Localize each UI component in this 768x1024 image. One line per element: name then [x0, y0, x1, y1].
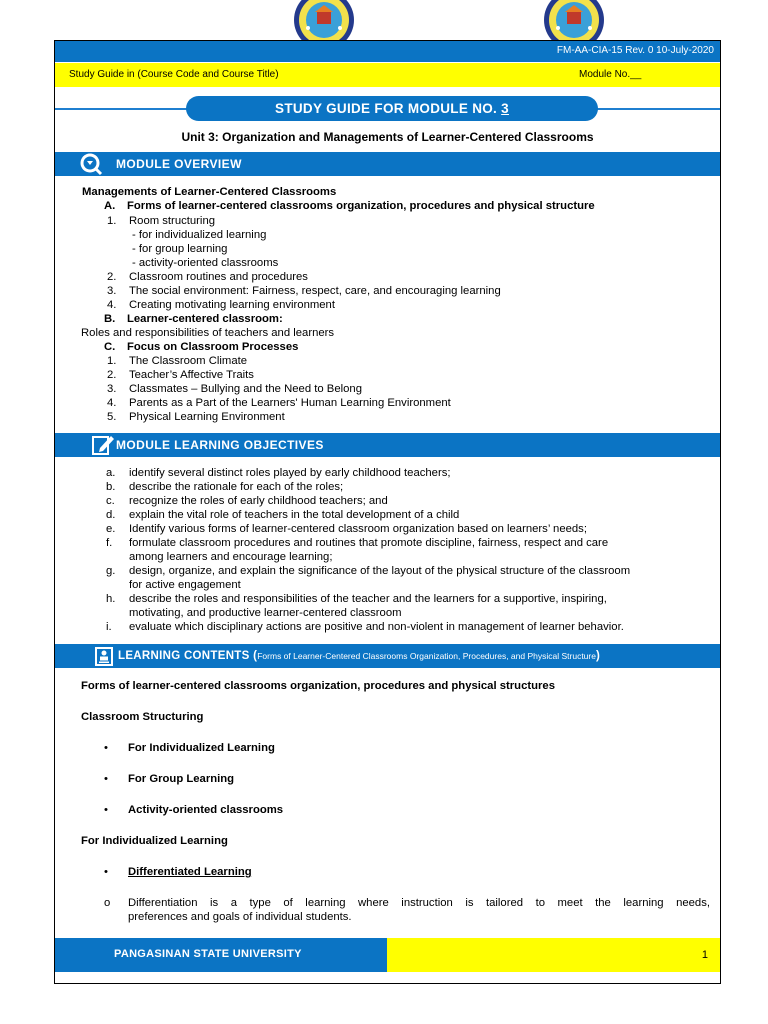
title-rule-right: [595, 108, 720, 110]
objective-item: describe the roles and responsibilities of the teacher and the learners for a supportive, inspiring,: [129, 593, 607, 605]
list-item: Physical Learning Environment: [129, 411, 285, 423]
list-letter: a.: [106, 467, 116, 479]
header-bar: [55, 41, 720, 62]
list-item: The Classroom Climate: [129, 355, 248, 367]
objective-item: explain the vital role of teachers in the total development of a child: [129, 509, 460, 521]
list-number: 1.: [107, 215, 117, 227]
overview-main-title: Managements of Learner-Centered Classrooms: [82, 186, 337, 198]
list-letter: c.: [106, 495, 115, 507]
list-item: The social environment: Fairness, respect, care, and encouraging learning: [129, 285, 501, 297]
overview-c-title: Focus on Classroom Processes: [127, 341, 299, 353]
learning-contents-close: ): [595, 650, 601, 662]
bullet-item: For Group Learning: [128, 773, 235, 785]
learning-contents-bar: [55, 644, 720, 668]
page-number: 1: [701, 949, 708, 961]
study-guide-title-prefix: STUDY GUIDE FOR MODULE NO.: [275, 101, 498, 116]
footer-page-bar: [387, 938, 720, 972]
footer-university-bar: [55, 938, 387, 972]
contents-intro: Forms of learner-centered classrooms organization, procedures and physical structures: [81, 680, 555, 692]
overview-a-label: A.: [104, 200, 116, 212]
module-overview-heading: MODULE OVERVIEW: [116, 157, 242, 171]
title-rule-left: [55, 108, 189, 110]
list-number: 5.: [107, 411, 117, 423]
list-item: Teacher’s Affective Traits: [129, 369, 254, 381]
objective-item: identify several distinct roles played by early childhood teachers;: [129, 467, 451, 479]
bullet: •: [104, 866, 108, 878]
list-number: 2.: [107, 369, 117, 381]
objective-item: describe the rationale for each of the roles;: [129, 481, 344, 493]
bullet-item: Activity-oriented classrooms: [128, 804, 284, 816]
list-letter: e.: [106, 523, 116, 535]
list-number: 2.: [107, 271, 117, 283]
university-seal-left: [293, 0, 355, 42]
study-guide-label: Study Guide in (Course Code and Course Title): [69, 69, 279, 80]
clipboard-icon: [92, 644, 116, 668]
objective-item: design, organize, and explain the significance of the layout of the physical structure of the classroom: [129, 565, 631, 577]
module-no-label: Module No.__: [579, 69, 642, 80]
objective-item-continued: for active engagement: [129, 579, 241, 591]
classroom-structuring-heading: Classroom Structuring: [81, 711, 204, 723]
list-letter: d.: [106, 509, 116, 521]
university-seal-right: [543, 0, 605, 42]
list-letter: i.: [106, 621, 112, 633]
bullet: •: [104, 742, 108, 754]
overview-a-title: Forms of learner-centered classrooms organization, procedures and physical structure: [127, 200, 595, 212]
differentiation-text-line2: preferences and goals of individual students.: [128, 911, 352, 923]
document-page: [54, 40, 721, 984]
objective-item-continued: motivating, and productive learner-centered classroom: [129, 607, 402, 619]
list-item: Classroom routines and procedures: [129, 271, 308, 283]
list-item: Classmates – Bullying and the Need to Belong: [129, 383, 362, 395]
list-letter: b.: [106, 481, 116, 493]
learning-contents-subtitle: Forms of Learner-Centered Classrooms Organization, Procedures, and Physical Structure: [257, 651, 596, 661]
learning-objectives-bar: [55, 433, 720, 457]
pencil-icon: [91, 433, 115, 457]
objective-item: recognize the roles of early childhood teachers; and: [129, 495, 388, 507]
bullet-item: For Individualized Learning: [128, 742, 275, 754]
module-overview-bar: [55, 152, 720, 176]
bullet: •: [104, 804, 108, 816]
differentiated-learning-title: Differentiated Learning: [128, 866, 252, 878]
individualized-learning-heading: For Individualized Learning: [81, 835, 228, 847]
study-guide-title: [186, 96, 598, 121]
list-letter: f.: [106, 537, 113, 549]
unit-title: Unit 3: Organization and Managements of Learner-Centered Classrooms: [181, 130, 594, 144]
overview-icon: [79, 152, 103, 176]
learning-objectives-heading: MODULE LEARNING OBJECTIVES: [116, 438, 324, 452]
sub-bullet: o: [104, 897, 111, 909]
list-letter: h.: [106, 593, 116, 605]
overview-b-text: Roles and responsibilities of teachers and learners: [81, 327, 335, 339]
list-number: 3.: [107, 383, 117, 395]
objective-item: formulate classroom procedures and routines that promote discipline, fairness, respect and care: [129, 537, 609, 549]
course-info-bar: [55, 63, 720, 87]
overview-c-label: C.: [104, 341, 116, 353]
list-item: Room structuring: [129, 215, 216, 227]
learning-contents-heading: [118, 650, 600, 662]
list-number: 4.: [107, 397, 117, 409]
university-name: PANGASINAN STATE UNIVERSITY: [114, 948, 302, 960]
differentiation-text-line1: Differentiation is a type of learning where instruction is tailored to meet the learning needs,: [128, 897, 710, 909]
objective-item: Identify various forms of learner-centered classroom organization based on learners’ needs;: [129, 523, 587, 535]
objective-item: evaluate which disciplinary actions are positive and non-violent in management of learner behavior.: [129, 621, 624, 633]
overview-b-title: Learner-centered classroom:: [127, 313, 283, 325]
list-item: - for group learning: [132, 243, 228, 255]
bullet: •: [104, 773, 108, 785]
list-number: 3.: [107, 285, 117, 297]
list-item: - activity-oriented classrooms: [132, 257, 279, 269]
list-number: 1.: [107, 355, 117, 367]
form-code: FM-AA-CIA-15 Rev. 0 10-July-2020: [556, 45, 714, 56]
list-item: Parents as a Part of the Learners' Human Learning Environment: [129, 397, 451, 409]
module-number: 3: [501, 101, 509, 116]
objective-item-continued: among learners and encourage learning;: [129, 551, 333, 563]
list-letter: g.: [106, 565, 116, 577]
overview-b-label: B.: [104, 313, 116, 325]
list-item: Creating motivating learning environment: [129, 299, 335, 311]
list-item: - for individualized learning: [132, 229, 267, 241]
learning-contents-label: LEARNING CONTENTS (: [118, 650, 258, 662]
list-number: 4.: [107, 299, 117, 311]
